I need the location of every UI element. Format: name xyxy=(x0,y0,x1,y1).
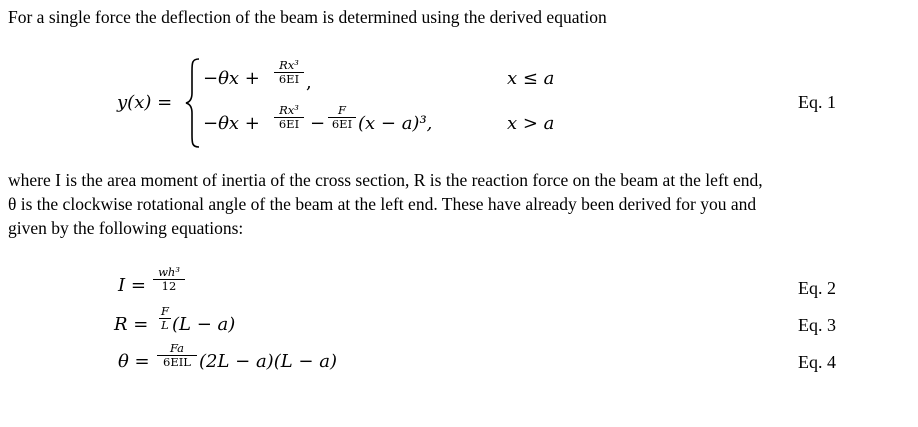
eq1-row1-comma: , xyxy=(306,72,312,93)
fraction-numerator: wh³ xyxy=(158,265,180,279)
eq1-row2-condition: x > a xyxy=(507,113,555,134)
fraction-denominator: 12 xyxy=(161,279,177,293)
eq3-tail: (L − a) xyxy=(172,314,236,335)
fraction-denominator: 6EIL xyxy=(163,355,191,369)
para-line-3: given by the following equations: xyxy=(8,218,244,238)
fraction-denominator: 6EI xyxy=(278,117,300,131)
eq1-row1-condition: x ≤ a xyxy=(507,68,555,89)
eq2-fraction xyxy=(153,266,185,293)
fraction-denominator: 6EI xyxy=(331,117,353,131)
eq1-row2-fraction-1 xyxy=(274,104,304,131)
eq1-row1-lead: −θx + xyxy=(203,68,260,89)
eq4-label: Eq. 4 xyxy=(798,352,836,372)
fraction-denominator: 6EI xyxy=(278,72,300,86)
eq3-lhs: R = xyxy=(114,314,149,335)
fraction-numerator: Rx³ xyxy=(279,103,299,117)
para-line-1: where I is the area moment of inertia of the cross section, R is the reaction force on the beam at the left end, xyxy=(8,170,763,190)
eq1-row2-fraction-2 xyxy=(328,104,356,131)
eq3-fraction xyxy=(159,305,171,332)
intro-text: For a single force the deflection of the beam is determined using the derived equation xyxy=(8,7,607,27)
fraction-numerator: Fa xyxy=(169,341,185,355)
eq4-fraction xyxy=(157,342,197,369)
eq1-row2-minus: − xyxy=(310,113,326,134)
eq1-row2-lead: −θx + xyxy=(203,113,260,134)
eq1-lhs: y(x) = xyxy=(117,92,173,113)
eq1-label: Eq. 1 xyxy=(798,92,836,112)
fraction-numerator: F xyxy=(161,304,169,318)
eq1-row2-tail: (x − a)³, xyxy=(358,113,433,134)
eq2-lhs: I = xyxy=(118,275,146,296)
eq4-tail: (2L − a)(L − a) xyxy=(199,351,337,372)
fraction-denominator: L xyxy=(161,318,169,332)
fraction-numerator: F xyxy=(338,103,346,117)
eq4-lhs: θ = xyxy=(118,351,150,372)
para-line-2: θ is the clockwise rotational angle of the beam at the left end. These have already been derived for you and xyxy=(8,194,757,214)
fraction-numerator: Rx³ xyxy=(279,58,299,72)
left-brace-icon xyxy=(184,57,202,149)
eq1-row1-fraction xyxy=(274,59,304,86)
eq3-label: Eq. 3 xyxy=(798,315,836,335)
eq2-label: Eq. 2 xyxy=(798,278,836,298)
